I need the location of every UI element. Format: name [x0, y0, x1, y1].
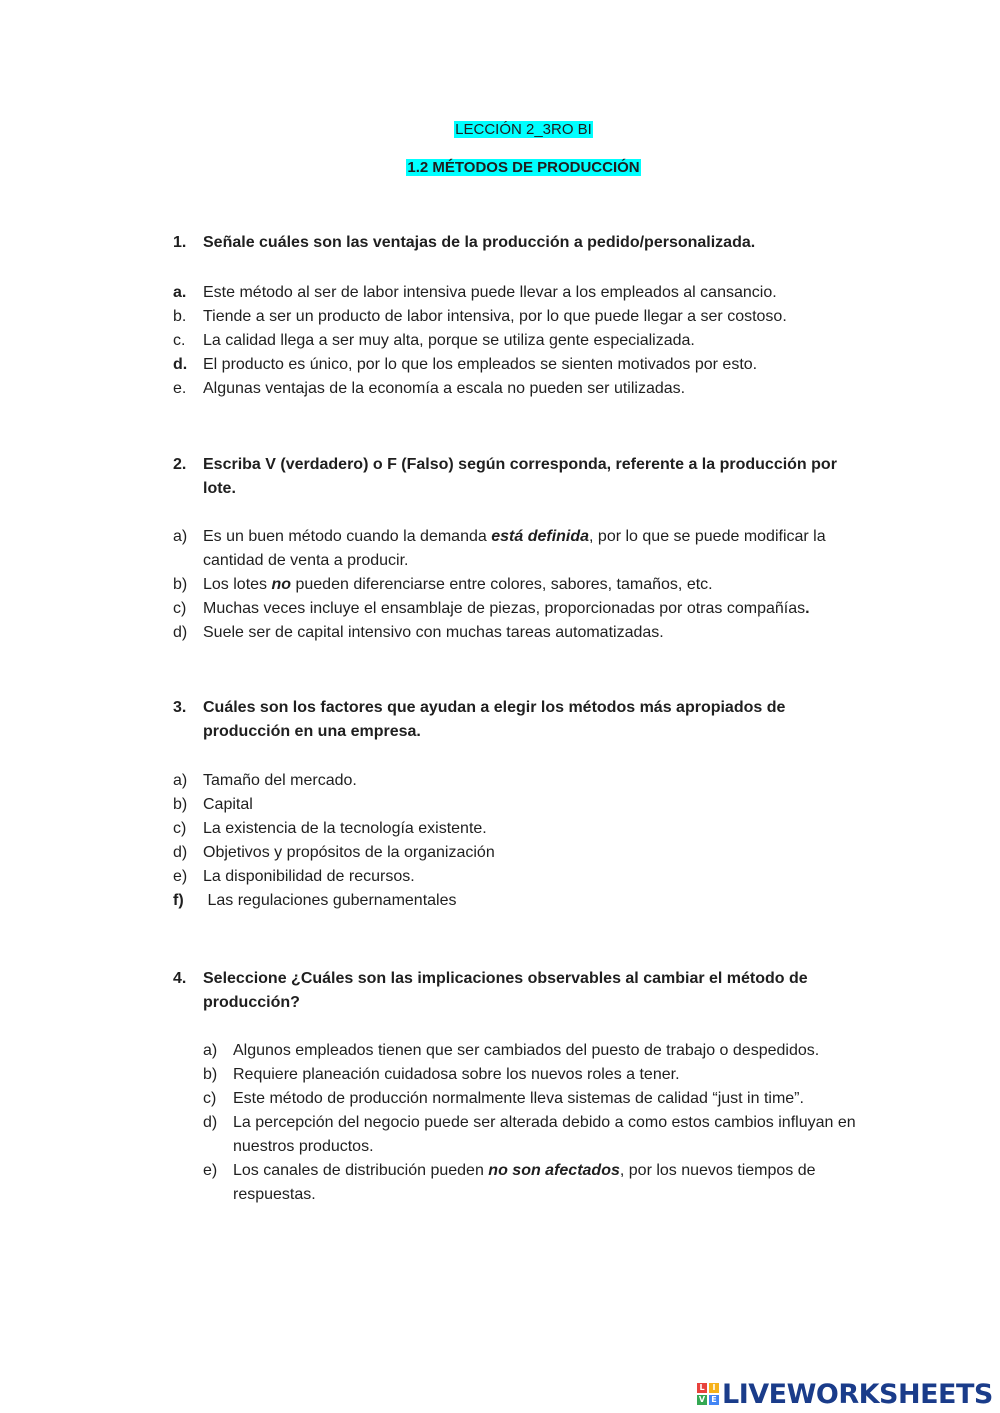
statement-item[interactable]: b) Los lotes no pueden diferenciarse entre colores, sabores, tamaños, etc. [173, 576, 713, 593]
option-item[interactable]: b. Tiende a ser un producto de labor intensiva, por lo que puede llegar a ser costoso. [173, 308, 787, 325]
question-4: 4. Seleccione ¿Cuáles son las implicaciones observables al cambiar el método de producción? [173, 970, 808, 1011]
option-item[interactable]: a) Tamaño del mercado. [173, 772, 357, 789]
option-item[interactable]: d) Objetivos y propósitos de la organización [173, 844, 495, 861]
topic-title: 1.2 MÉTODOS DE PRODUCCIÓN [407, 159, 640, 176]
question-2-statements [173, 525, 873, 645]
question-1: 1. Señale cuáles son las ventajas de la producción a pedido/personalizada. [173, 234, 756, 251]
logo-mark-cell: I [709, 1383, 719, 1393]
option-item[interactable]: e) Los canales de distribución pueden no son afectados, por los nuevos tiempos de respuestas. [203, 1162, 816, 1203]
option-item[interactable]: f) Las regulaciones gubernamentales [173, 892, 457, 909]
option-item[interactable]: b) Requiere planeación cuidadosa sobre los nuevos roles a tener. [203, 1066, 680, 1083]
question-4-options [203, 1039, 863, 1207]
option-item[interactable]: e. Algunas ventajas de la economía a escala no pueden ser utilizadas. [173, 380, 686, 397]
statement-item[interactable]: a) Es un buen método cuando la demanda está definida, por lo que se puede modificar la cantidad de venta a producir. [173, 528, 826, 569]
logo-mark-cell: L [697, 1383, 707, 1393]
option-item[interactable]: e) La disponibilidad de recursos. [173, 868, 415, 885]
question-3-options [173, 769, 873, 913]
question-2: 2. Escriba V (verdadero) o F (Falso) según corresponda, referente a la producción por lote. [173, 456, 837, 497]
statement-item[interactable]: d) Suele ser de capital intensivo con muchas tareas automatizadas. [173, 624, 664, 641]
logo-text: LIVEWORKSHEETS [722, 1378, 993, 1410]
liveworksheets-logo[interactable] [697, 1377, 993, 1411]
question-3: 3. Cuáles son los factores que ayudan a elegir los métodos más apropiados de producción en una empresa. [173, 699, 786, 740]
option-item[interactable]: c) Este método de producción normalmente lleva sistemas de calidad “just in time”. [203, 1090, 804, 1107]
option-item[interactable]: d) La percepción del negocio puede ser alterada debido a como estos cambios influyan en nuestros productos. [203, 1114, 856, 1155]
option-item[interactable]: b) Capital [173, 796, 253, 813]
statement-item[interactable]: c) Muchas veces incluye el ensamblaje de piezas, proporcionadas por otras compañías. [173, 600, 810, 617]
option-item[interactable]: d. El producto es único, por lo que los empleados se sienten motivados por esto. [173, 356, 758, 373]
logo-mark-cell: E [709, 1395, 719, 1405]
option-item[interactable]: c. La calidad llega a ser muy alta, porque se utiliza gente especializada. [173, 332, 695, 349]
logo-mark-cell: V [698, 1395, 706, 1404]
question-1-options [173, 281, 873, 401]
option-item[interactable]: c) La existencia de la tecnología existente. [173, 820, 487, 837]
option-item[interactable]: a) Algunos empleados tienen que ser cambiados del puesto de trabajo o despedidos. [203, 1042, 820, 1059]
option-item[interactable]: a. Este método al ser de labor intensiva puede llevar a los empleados al cansancio. [173, 284, 777, 301]
lesson-title: LECCIÓN 2_3RO BI [455, 121, 592, 138]
liveworksheets-mark-icon [697, 1383, 719, 1405]
